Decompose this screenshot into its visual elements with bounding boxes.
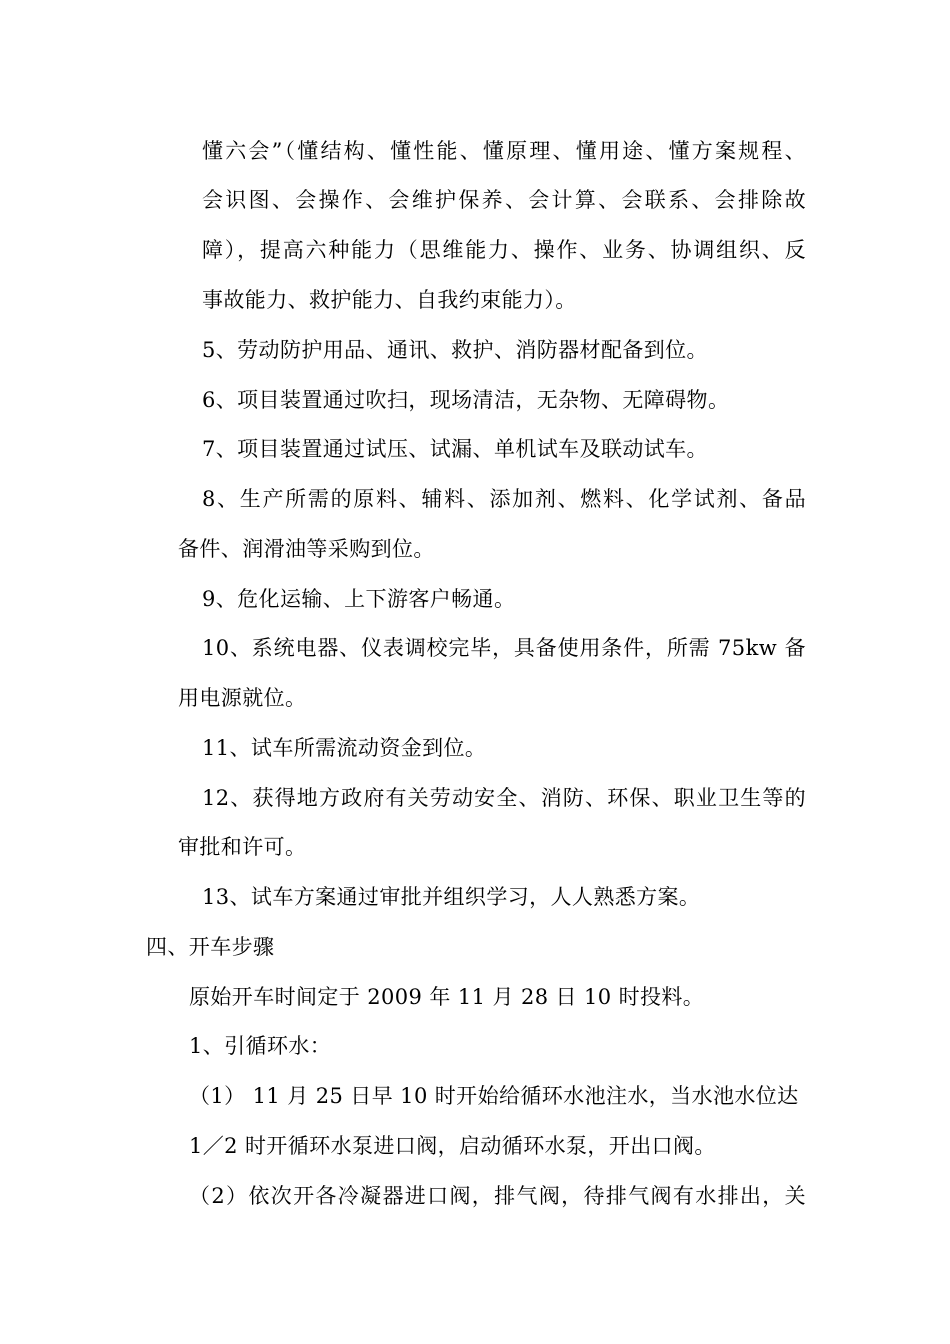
text-line: （1） 11 月 25 日早 10 时开始给循环水池注水，当水池水位达: [189, 1084, 799, 1108]
text-line: 5、劳动防护用品、通讯、救护、消防器材配备到位。: [202, 338, 708, 362]
text-line: 6、项目装置通过吹扫，现场清洁，无杂物、无障碍物。: [202, 388, 730, 412]
text-line: 原始开车时间定于 2009 年 11 月 28 日 10 时投料。: [189, 985, 705, 1009]
text-line: 障），提高六种能力（思维能力、操作、业务、协调组织、反: [202, 238, 806, 262]
text-line: 备件、润滑油等采购到位。: [178, 537, 435, 561]
text-line: 7、项目装置通过试压、试漏、单机试车及联动试车。: [202, 437, 708, 461]
text-line: 11、试车所需流动资金到位。: [202, 736, 487, 760]
text-line: 1、引循环水：: [189, 1034, 332, 1058]
section-heading: 四、开车步骤: [146, 935, 275, 959]
text-line: 会识图、会操作、会维护保养、会计算、会联系、会排除故: [202, 188, 806, 212]
text-line: 事故能力、救护能力、自我约束能力）。: [202, 288, 577, 312]
text-line: 1／2 时开循环水泵进口阀，启动循环水泵，开出口阀。: [189, 1134, 716, 1158]
text-line: 审批和许可。: [178, 835, 307, 859]
text-line: 9、危化运输、上下游客户畅通。: [202, 587, 516, 611]
text-line: 8、生产所需的原料、辅料、添加剂、燃料、化学试剂、备品: [202, 487, 806, 511]
text-line: 用电源就位。: [178, 686, 307, 710]
text-line: 懂六会”（懂结构、懂性能、懂原理、懂用途、懂方案规程、: [202, 139, 806, 163]
text-line: 12、获得地方政府有关劳动安全、消防、环保、职业卫生等的: [202, 786, 806, 810]
text-line: （2）依次开各冷凝器进口阀，排气阀，待排气阀有水排出，关: [189, 1184, 806, 1208]
text-line: 13、试车方案通过审批并组织学习，人人熟悉方案。: [202, 885, 701, 909]
text-line: 10、系统电器、仪表调校完毕，具备使用条件，所需 75kw 备: [202, 636, 806, 660]
